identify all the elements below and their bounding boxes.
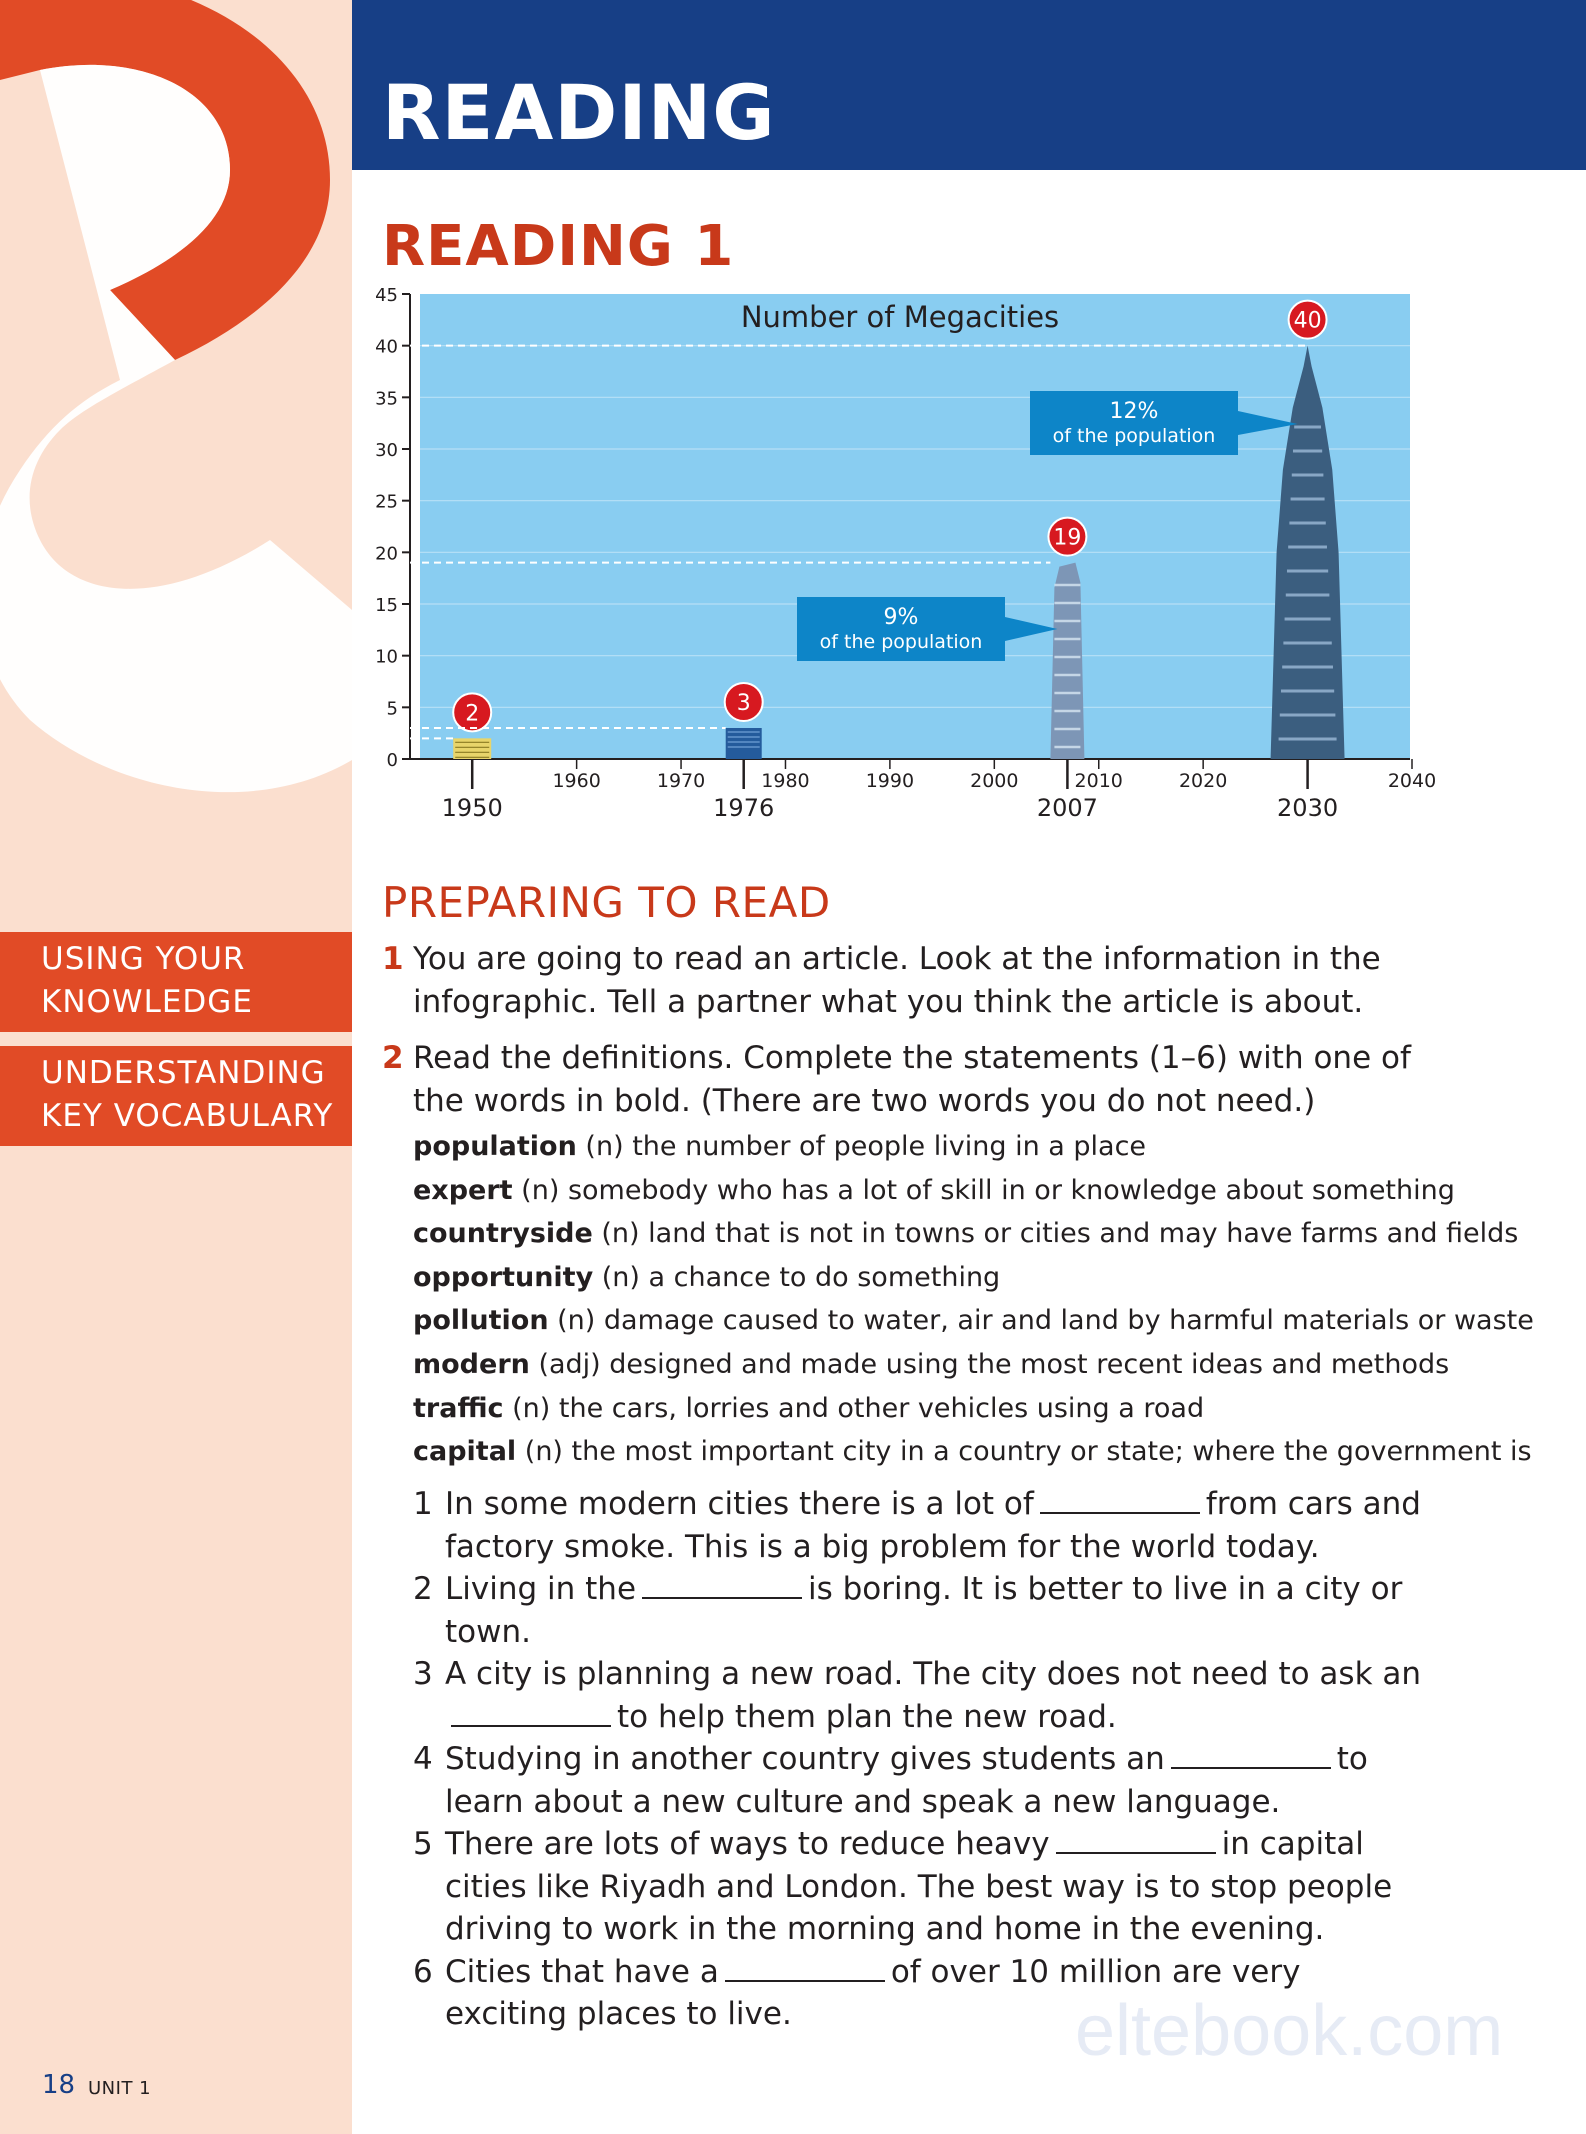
- answer-blank[interactable]: [642, 1577, 802, 1599]
- definition: [413, 1169, 1455, 1213]
- definition-text: (n) somebody who has a lot of skill in or knowledge about something: [512, 1174, 1455, 1206]
- side-label-using-knowledge: [0, 932, 352, 1032]
- task-1: [382, 938, 1422, 1024]
- statement-text-before: There are lots of ways to reduce heavy: [445, 1826, 1050, 1862]
- definition-word: countryside: [413, 1218, 593, 1250]
- definition-word: opportunity: [413, 1261, 594, 1293]
- x-tick-label: 2040: [1387, 770, 1437, 792]
- section-title: READING 1: [382, 214, 735, 279]
- y-tick-label: 20: [375, 543, 398, 565]
- statements-list: [413, 1483, 1423, 2036]
- definition: [413, 1343, 1450, 1387]
- definition-word: traffic: [413, 1392, 504, 1424]
- callout-value: 9%: [883, 605, 919, 630]
- statement-number: 5: [413, 1826, 433, 1862]
- statement-number: 1: [413, 1486, 433, 1522]
- statement-text-before: Living in the: [445, 1571, 637, 1607]
- answer-blank[interactable]: [725, 1960, 885, 1982]
- definition-text: (n) the most important city in a country or state; where the government is: [516, 1436, 1532, 1468]
- definition-word: capital: [413, 1436, 517, 1468]
- task-text: You are going to read an article. Look at the information in the infographic. Tell a partner what you think the article is about.: [413, 941, 1381, 1020]
- definition: [413, 1387, 1423, 1431]
- statement-text-after: from cars and factory smoke. This is a big problem for the world today.: [445, 1486, 1421, 1565]
- bar-1950: [453, 738, 491, 759]
- y-tick-label: 40: [375, 336, 398, 358]
- definition-text: (n) the number of people living in a place: [576, 1131, 1147, 1162]
- side-label-line: KEY VOCABULARY: [41, 1098, 334, 1134]
- task-number: 1: [382, 941, 404, 977]
- side-label-key-vocabulary: [0, 1046, 352, 1146]
- watermark: eltebook.com: [1075, 1991, 1504, 2071]
- statement-number: 6: [413, 1953, 433, 1990]
- definition: [413, 1125, 1423, 1169]
- definitions-list: [413, 1125, 1534, 1474]
- x-tick-label: 1960: [552, 770, 601, 792]
- answer-blank[interactable]: [451, 1705, 611, 1727]
- bar-1976: [726, 728, 762, 759]
- statement-number: 3: [413, 1656, 433, 1692]
- definition: [413, 1299, 1534, 1343]
- answer-blank[interactable]: [1171, 1747, 1331, 1769]
- unit-label: UNIT 1: [88, 2078, 152, 2099]
- x-highlight-label: 2007: [1036, 794, 1098, 822]
- y-tick-label: 30: [375, 440, 398, 461]
- x-tick-label: 2020: [1178, 770, 1228, 792]
- task-text: Read the definitions. Complete the statements (1–6) with one of the words in bold. (There are two words you do not need.): [413, 1040, 1411, 1119]
- preparing-heading: PREPARING TO READ: [382, 878, 831, 927]
- megacities-chart: [370, 280, 1437, 830]
- callout-text: of the population: [1052, 425, 1216, 447]
- value-label: 40: [1293, 308, 1322, 334]
- callout-text: of the population: [819, 631, 983, 653]
- x-tick-label: 2010: [1074, 770, 1123, 792]
- x-highlight-label: 1950: [441, 794, 503, 822]
- y-tick-label: 5: [386, 698, 398, 720]
- statement: [413, 1823, 1423, 1951]
- x-tick-label: 2000: [970, 770, 1019, 792]
- statement: [413, 1653, 1423, 1738]
- y-tick-label: 10: [375, 646, 398, 668]
- chart-background: [420, 294, 1410, 759]
- definition-text: (n) a chance to do something: [593, 1261, 1001, 1293]
- definition-word: expert: [413, 1174, 513, 1206]
- statement-text-before: Cities that have a: [445, 1953, 719, 1990]
- task-2: [382, 1037, 1422, 1123]
- side-label-line: KNOWLEDGE: [41, 984, 253, 1020]
- x-highlight-label: 1976: [713, 794, 775, 822]
- definition-text: (n) land that is not in towns or cities and may have farms and fields: [592, 1218, 1519, 1250]
- definition: [413, 1256, 1423, 1300]
- definition: [413, 1430, 1532, 1474]
- y-tick-label: 25: [375, 491, 398, 513]
- definition-word: modern: [413, 1348, 530, 1380]
- statement-text-after: to learn about a new culture and speak a new language.: [445, 1741, 1368, 1820]
- task-number: 2: [382, 1040, 404, 1076]
- value-label: 2: [465, 701, 480, 727]
- value-label: 19: [1053, 525, 1082, 551]
- statement-text-before: In some modern cities there is a lot of: [445, 1486, 1034, 1522]
- statement: [413, 1483, 1423, 1568]
- statement: [413, 1738, 1423, 1823]
- statement-number: 4: [413, 1741, 433, 1777]
- value-label: 3: [736, 691, 751, 716]
- x-tick-label: 1990: [865, 770, 915, 792]
- statement-text-before: Studying in another country gives students an: [445, 1741, 1165, 1777]
- y-tick-label: 0: [386, 750, 398, 771]
- definition: [413, 1212, 1519, 1256]
- callout-value: 12%: [1109, 399, 1159, 424]
- statement-text-after: is boring. It is better to live in a city or town.: [445, 1571, 1403, 1650]
- definition-text: (n) damage caused to water, air and land by harmful materials or waste: [548, 1305, 1534, 1337]
- x-tick-label: 1980: [761, 770, 810, 792]
- statement-text-after: in capital cities like Riyadh and London. The best way is to stop people driving to work in the morning and home in the evening.: [445, 1826, 1393, 1947]
- chart-title: Number of Megacities: [740, 300, 1060, 334]
- page-number: 18: [42, 2070, 76, 2100]
- definition-text: (adj) designed and made using the most recent ideas and methods: [529, 1348, 1450, 1380]
- side-label-line: USING YOUR: [41, 941, 246, 977]
- statement-number: 2: [413, 1571, 433, 1607]
- x-highlight-label: 2030: [1277, 794, 1339, 822]
- y-tick-label: 35: [375, 388, 398, 410]
- y-tick-label: 15: [375, 595, 398, 616]
- statement-text-after: to help them plan the new road.: [617, 1698, 1117, 1735]
- definition-text: (n) the cars, lorries and other vehicles using a road: [503, 1392, 1205, 1424]
- definition-word: pollution: [413, 1305, 549, 1337]
- y-tick-label: 45: [375, 285, 398, 306]
- page-header-title: READING: [382, 68, 776, 157]
- statement: [413, 1568, 1423, 1653]
- x-tick-label: 1970: [656, 770, 706, 792]
- chart-svg: [370, 280, 1437, 830]
- answer-blank[interactable]: [1040, 1492, 1200, 1514]
- definition-word: population: [413, 1131, 577, 1162]
- answer-blank[interactable]: [1056, 1832, 1216, 1854]
- statement-text-before: A city is planning a new road. The city does not need to ask an: [445, 1656, 1422, 1692]
- statement-text-after: of over 10 million are very exciting places to live.: [445, 1953, 1301, 2032]
- side-label-line: UNDERSTANDING: [41, 1055, 326, 1091]
- question-mark-decoration: [0, 0, 352, 800]
